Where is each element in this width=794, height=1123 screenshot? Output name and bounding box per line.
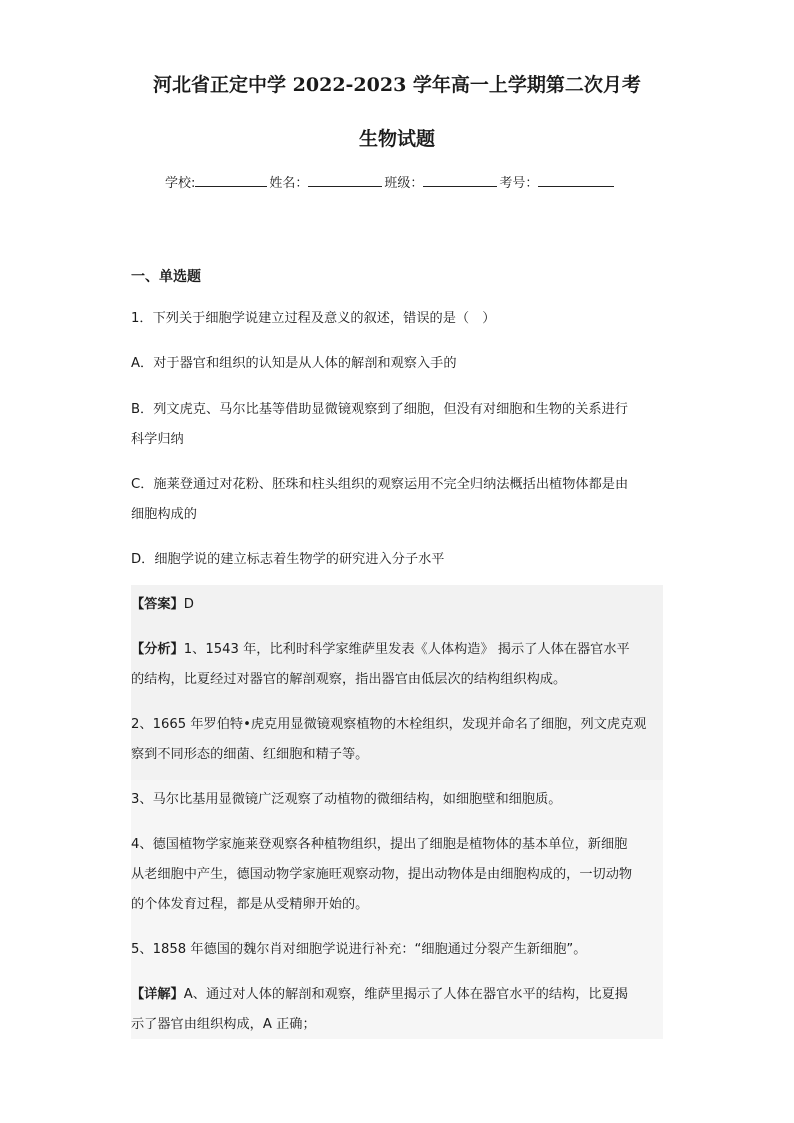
exam-subject: 生物试题: [358, 128, 435, 150]
class-label: 班级：: [384, 176, 424, 191]
option-a: A．对于器官和组织的认知是从人体的解剖和观察入手的: [131, 356, 457, 371]
detail-line2: 示了器官由组织构成，A 正确；: [131, 1017, 316, 1032]
option-c-line1: C．施莱登通过对花粉、胚珠和柱头组织的观察运用不完全归纳法概括出植物体都是由: [131, 477, 629, 492]
exam-title: 河北省正定中学 2022-2023 学年高一上学期第二次月考: [153, 74, 641, 96]
question-stem: 1．下列关于细胞学说建立过程及意义的叙述，错误的是（ ）: [131, 311, 496, 326]
analysis-point4-line2: 从老细胞中产生，德国动物学家施旺观察动物，提出动物体是由细胞构成的，一切动物: [131, 867, 633, 882]
detail-line1: [131, 983, 628, 1002]
analysis-point2-line2: 察到不同形态的细菌、红细胞和精子等。: [131, 747, 369, 762]
option-b-line2: 科学归纳: [131, 432, 184, 447]
analysis-line1: [131, 638, 630, 657]
option-c-line2: 细胞构成的: [131, 507, 197, 522]
analysis-point4-line1: 4、德国植物学家施莱登观察各种植物组织，提出了细胞是植物体的基本单位，新细胞: [131, 837, 628, 852]
analysis-point2-line1: 2、1665 年罗伯特•虎克用显微镜观察植物的木栓组织，发现并命名了细胞，列文虎克观: [131, 717, 647, 732]
analysis-point4-line3: 的个体发育过程，都是从受精卵开始的。: [131, 897, 369, 912]
name-label: 姓名：: [269, 176, 309, 191]
name-blank[interactable]: [308, 172, 382, 187]
option-d: D．细胞学说的建立标志着生物学的研究进入分子水平: [131, 552, 445, 567]
student-info-row: [165, 172, 616, 191]
detail-text: A、通过对人体的解剖和观察，维萨里揭示了人体在器官水平的结构，比夏揭: [183, 987, 628, 1002]
class-blank[interactable]: [423, 172, 497, 187]
school-blank[interactable]: [195, 172, 267, 187]
analysis-point5: 5、1858 年德国的魏尔肖对细胞学说进行补充：“细胞通过分裂产生新细胞”。: [131, 942, 587, 957]
answer-line: [131, 593, 194, 612]
analysis-point3: 3、马尔比基用显微镜广泛观察了动植物的微细结构，如细胞壁和细胞质。: [131, 792, 562, 807]
school-label: 学校:: [165, 176, 196, 191]
section-heading: 一、单选题: [131, 269, 201, 285]
exam-number-blank[interactable]: [538, 172, 614, 187]
exam-number-label: 考号：: [499, 176, 539, 191]
option-b-line1: B．列文虎克、马尔比基等借助显微镜观察到了细胞，但没有对细胞和生物的关系进行: [131, 402, 628, 417]
answer-value: D: [183, 597, 194, 612]
analysis-label: 【分析】: [131, 642, 184, 657]
analysis-line2: 的结构，比夏经过对器官的解剖观察，指出器官由低层次的结构组织构成。: [131, 672, 567, 687]
analysis-text: 1、1543 年，比利时科学家维萨里发表《人体构造》 揭示了人体在器官水平: [183, 642, 630, 657]
detail-label: 【详解】: [131, 987, 184, 1002]
answer-label: 【答案】: [131, 597, 184, 612]
